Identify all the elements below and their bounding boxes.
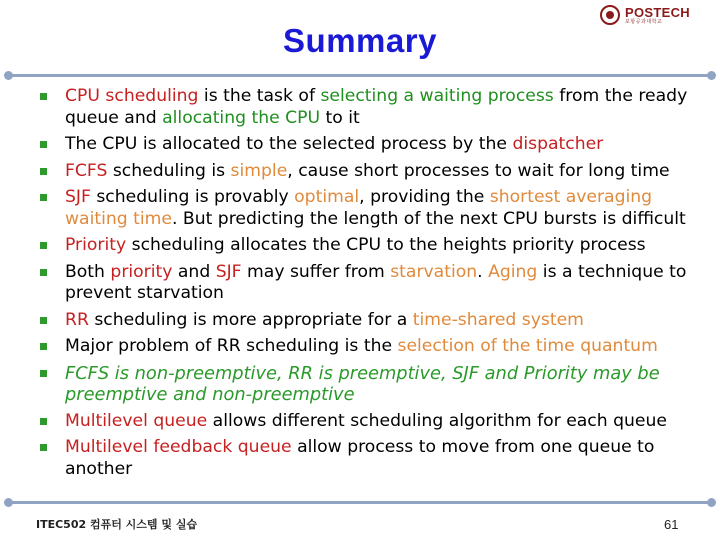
bullet-text: , cause short processes to wait for long time (287, 160, 670, 181)
bullet-item (40, 86, 712, 129)
bullet-text: RR (65, 309, 89, 330)
bullet-item (40, 134, 712, 156)
bullet-text: Multilevel queue (65, 410, 208, 431)
bullet-text: CPU scheduling (65, 86, 199, 106)
bullet-marker-icon (40, 194, 47, 201)
bullet-marker-icon (40, 93, 47, 100)
bullet-text: scheduling is more appropriate for a (88, 309, 413, 330)
bullet-list (40, 86, 712, 485)
bullet-text: scheduling is (107, 160, 231, 181)
bullet-text: is a technique to prevent starvation (65, 261, 687, 303)
bullet-item (40, 363, 712, 406)
bullet-text: allows different scheduling algorithm for each queue (207, 410, 667, 431)
bullet-marker-icon (40, 343, 47, 350)
logo-name: POSTECH (625, 4, 690, 20)
bullet-text: . But predicting the length of the next CPU bursts is difficult (171, 208, 686, 229)
bullet-marker-icon (40, 168, 47, 175)
page-number: 61 (664, 517, 679, 532)
bullet-text: scheduling allocates the CPU to the heights priority process (126, 235, 646, 255)
bullet-text: time-shared system (412, 309, 584, 330)
bullet-marker-icon (40, 444, 47, 451)
bullet-text: Major problem of RR scheduling is the (65, 336, 398, 356)
bullet-text: starvation (390, 261, 478, 282)
bullet-text: to it (320, 107, 360, 128)
bullet-text: Both (65, 261, 111, 282)
slide-title: Summary (283, 22, 437, 59)
bullet-text: is the task of (198, 86, 321, 106)
bullet-item (40, 187, 712, 230)
bullet-text: allow process to move from one queue to another (65, 437, 655, 479)
bullet-marker-icon (40, 317, 47, 324)
bullet-text: selection of the time quantum (397, 336, 658, 356)
bullet-text: dispatcher (512, 134, 604, 154)
bullet-text: priority (110, 261, 173, 282)
bullet-text: may suffer from (241, 261, 391, 282)
bullet-text: shortest averaging waiting time (65, 187, 653, 229)
bullet-marker-icon (40, 370, 47, 377)
bullet-text: selecting a waiting process (320, 86, 554, 106)
bullet-item (40, 161, 712, 183)
bullet-text: . (477, 261, 489, 282)
bullet-text: scheduling is provably (90, 187, 295, 207)
bullet-text: Multilevel feedback queue (65, 437, 292, 457)
bullet-text: FCFS (65, 160, 108, 181)
bullet-text: allocating the CPU (162, 107, 321, 128)
bullet-marker-icon (40, 242, 47, 249)
bullet-item (40, 411, 712, 433)
bullet-text: simple (230, 160, 288, 181)
bullet-text: , providing the (359, 187, 490, 207)
course-footer: ITEC502 컴퓨터 시스템 및 실습 (36, 518, 198, 531)
bullet-item (40, 235, 712, 257)
bullet-marker-icon (40, 141, 47, 148)
bullet-text: Aging (488, 261, 538, 282)
bottom-divider (8, 501, 712, 504)
bullet-text: Priority (65, 235, 127, 255)
bullet-text: FCFS is non-preemptive, RR is preemptive, SJF and Priority may be preemptive and non-preemptive (65, 362, 660, 405)
bullet-text: and (172, 261, 216, 282)
bullet-item (40, 262, 712, 305)
bullet-marker-icon (40, 269, 47, 276)
bullet-item (40, 310, 712, 332)
bullet-text: SJF (215, 261, 242, 282)
logo-subtitle: 포항공과대학교 (625, 18, 663, 25)
bullet-text: The CPU is allocated to the selected process by the (65, 134, 513, 154)
bullet-item (40, 336, 712, 358)
bullet-item (40, 437, 712, 480)
bullet-text: from the ready queue and (65, 86, 688, 128)
bullet-marker-icon (40, 418, 47, 425)
bullet-text: optimal (294, 187, 360, 207)
top-divider (8, 74, 712, 77)
bullet-text: SJF (65, 187, 91, 207)
